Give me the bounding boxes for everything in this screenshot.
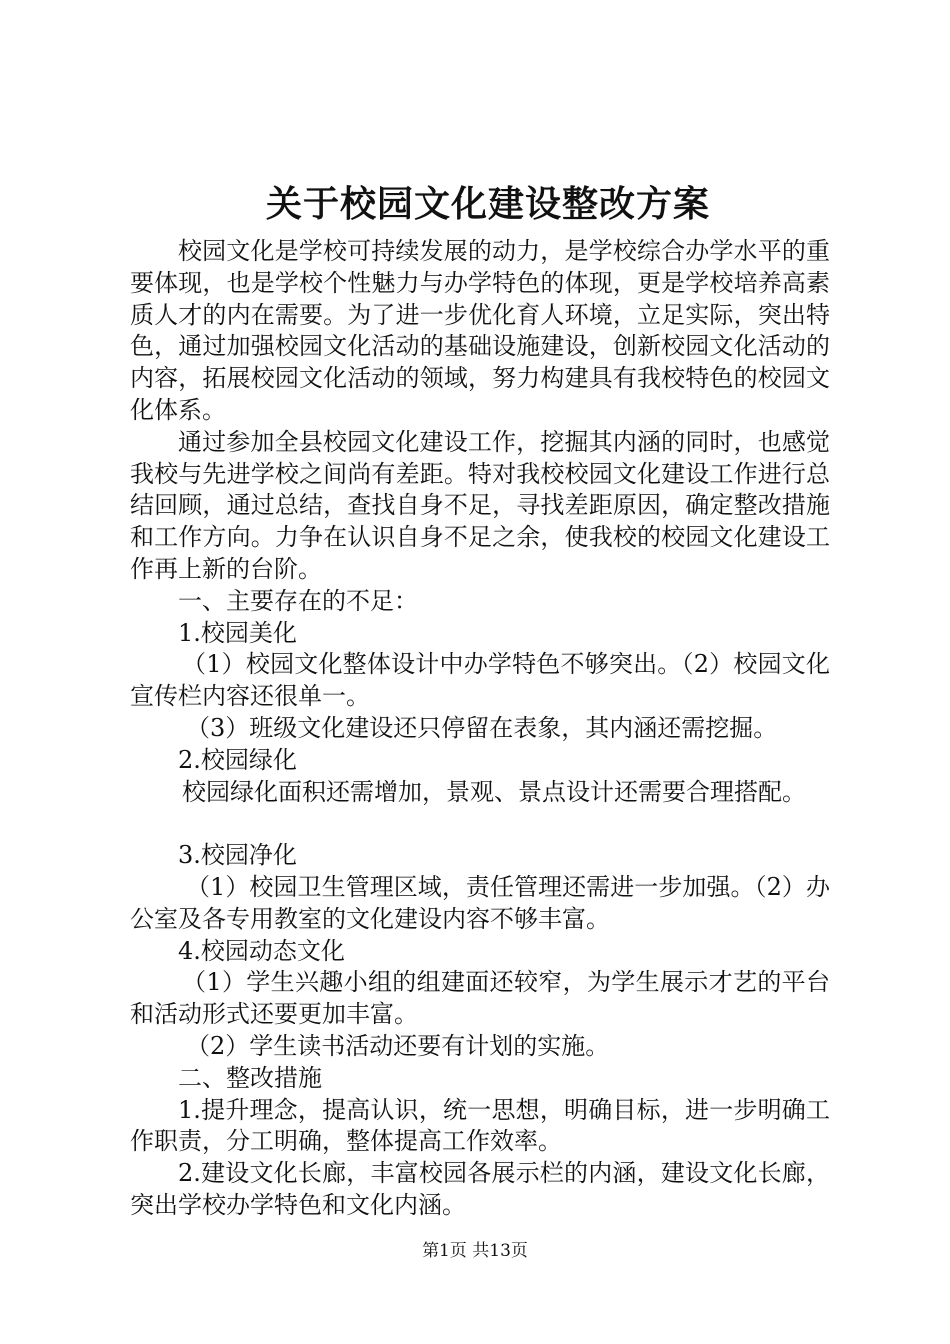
item-text-beautification-2: （3）班级文化建设还只停留在表象，其内涵还需挖掘。: [186, 713, 778, 742]
section-heading-shortcomings: 一、主要存在的不足：: [178, 586, 418, 615]
item-text-cleaning: （1）校园卫生管理区域，责任管理还需进一步加强。（2）办公室及各专用教室的文化建设内容不够丰富。: [130, 872, 830, 933]
page-footer: 第1页 共13页: [422, 1241, 528, 1261]
document-page: [130, 180, 830, 1222]
item-text-greening: 校园绿化面积还需增加，景观、景点设计还需要合理搭配。: [182, 777, 806, 806]
item-text-dynamic-culture-2: （2）学生读书活动还要有计划的实施。: [186, 1031, 610, 1060]
item-text-beautification-1: （1）校园文化整体设计中办学特色不够突出。（2）校园文化宣传栏内容还很单一。: [130, 650, 830, 711]
paragraph-summary: 通过参加全县校园文化建设工作，挖掘其内涵的同时，也感觉我校与先进学校之间尚有差距。特对我校校园文化建设工作进行总结回顾，通过总结，查找自身不足，寻找差距原因，确定整改措施和工作方向。力争在认识自身不足之余，使我校的校园文化建设工作再上新的台阶。: [130, 427, 830, 583]
blank-line: [130, 808, 830, 840]
document-title: 关于校园文化建设整改方案: [265, 183, 710, 225]
item-heading-cleaning: 3.校园净化: [178, 841, 297, 870]
measure-item-1: 1.提升理念，提高认识，统一思想，明确目标，进一步明确工作职责，分工明确，整体提高工作效率。: [130, 1095, 830, 1156]
item-heading-greening: 2.校园绿化: [178, 745, 297, 774]
paragraph-intro: 校园文化是学校可持续发展的动力，是学校综合办学水平的重要体现，也是学校个性魅力与办学特色的体现，更是学校培养高素质人才的内在需要。为了进一步优化育人环境，立足实际，突出特色，通过加强校园文化活动的基础设施建设，创新校园文化活动的内容，拓展校园文化活动的领域，努力构建具有我校特色的校园文化体系。: [130, 237, 830, 424]
item-heading-dynamic-culture: 4.校园动态文化: [178, 936, 345, 965]
item-heading-beautification: 1.校园美化: [178, 618, 297, 647]
item-text-dynamic-culture-1: （1）学生兴趣小组的组建面还较窄，为学生展示才艺的平台和活动形式还要更加丰富。: [130, 968, 830, 1029]
section-heading-measures: 二、整改措施: [178, 1063, 322, 1092]
measure-item-2: 2.建设文化长廊，丰富校园各展示栏的内涵，建设文化长廊，突出学校办学特色和文化内涵。: [130, 1159, 830, 1219]
